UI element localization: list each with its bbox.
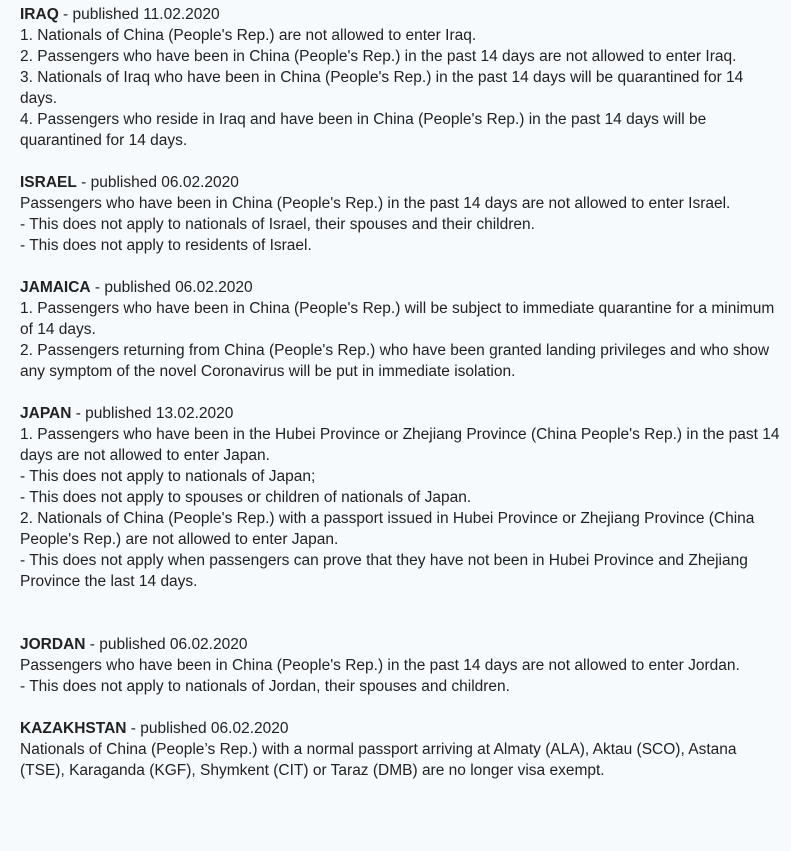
- entry-israel: [20, 172, 783, 256]
- published-date: - published 06.02.2020: [90, 279, 253, 296]
- entry-header: [20, 718, 783, 739]
- country-name: ISRAEL: [20, 174, 77, 191]
- entry-header: [20, 634, 783, 655]
- country-name: KAZAKHSTAN: [20, 720, 127, 737]
- entry-jamaica: [20, 277, 783, 382]
- restriction-line: Passengers who have been in China (People's Rep.) in the past 14 days are not allowed to enter Jordan.: [20, 657, 740, 674]
- restriction-line: 1. Passengers who have been in the Hubei Province or Zhejiang Province (China People's Rep.) in the past 14 days are not allowed to enter Japan.: [20, 426, 780, 464]
- entry-header: [20, 403, 783, 424]
- entry-kazakhstan: [20, 718, 783, 781]
- published-date: - published 06.02.2020: [85, 636, 248, 653]
- published-date: - published 11.02.2020: [58, 6, 220, 23]
- restriction-line: 2. Nationals of China (People's Rep.) with a passport issued in Hubei Province or Zhejiang Province (China People's Rep.) are not allowed to enter Japan.: [20, 510, 755, 548]
- restriction-line: 4. Passengers who reside in Iraq and have been in China (People's Rep.) in the past 14 days will be quarantined for 14 days.: [20, 111, 707, 149]
- country-name: JORDAN: [20, 636, 86, 653]
- published-date: - published 06.02.2020: [76, 174, 239, 191]
- entry-header: [20, 277, 783, 298]
- entry-iraq: [20, 4, 783, 151]
- entry-header: [20, 172, 783, 193]
- restriction-line: - This does not apply to nationals of Israel, their spouses and their children.: [20, 216, 535, 233]
- restriction-line: - This does not apply to residents of Israel.: [20, 237, 312, 254]
- country-name: IRAQ: [20, 6, 59, 23]
- restriction-line: 2. Passengers who have been in China (People's Rep.) in the past 14 days are not allowed to enter Iraq.: [20, 48, 737, 65]
- restriction-line: - This does not apply when passengers can prove that they have not been in Hubei Province and Zhejiang Province the last 14 days.: [20, 552, 748, 590]
- published-date: - published 13.02.2020: [71, 405, 234, 422]
- restriction-line: 3. Nationals of Iraq who have been in China (People's Rep.) in the past 14 days will be quarantined for 14 days.: [20, 69, 744, 107]
- restriction-line: - This does not apply to nationals of Jordan, their spouses and children.: [20, 678, 510, 695]
- restriction-line: Nationals of China (People’s Rep.) with a normal passport arriving at Almaty (ALA), Aktau (SCO), Astana (TSE), Karaganda (KGF), Shymkent (CIT) or Taraz (DMB) are no longer visa exempt.: [20, 741, 737, 779]
- entry-header: [20, 4, 783, 25]
- entry-jordan: [20, 634, 783, 697]
- restriction-line: 1. Passengers who have been in China (People's Rep.) will be subject to immediate quarantine for a minimum of 14 days.: [20, 300, 775, 338]
- country-name: JAPAN: [20, 405, 72, 422]
- country-name: JAMAICA: [20, 279, 91, 296]
- restriction-line: Passengers who have been in China (People's Rep.) in the past 14 days are not allowed to enter Israel.: [20, 195, 731, 212]
- restriction-line: 2. Passengers returning from China (People's Rep.) who have been granted landing privileges and who show any symptom of the novel Coronavirus will be put in immediate isolation.: [20, 342, 770, 380]
- restriction-line: - This does not apply to spouses or children of nationals of Japan.: [20, 489, 472, 506]
- restriction-line: 1. Nationals of China (People's Rep.) are not allowed to enter Iraq.: [20, 27, 477, 44]
- restriction-line: - This does not apply to nationals of Japan;: [20, 468, 316, 485]
- published-date: - published 06.02.2020: [126, 720, 289, 737]
- entry-japan: [20, 403, 783, 592]
